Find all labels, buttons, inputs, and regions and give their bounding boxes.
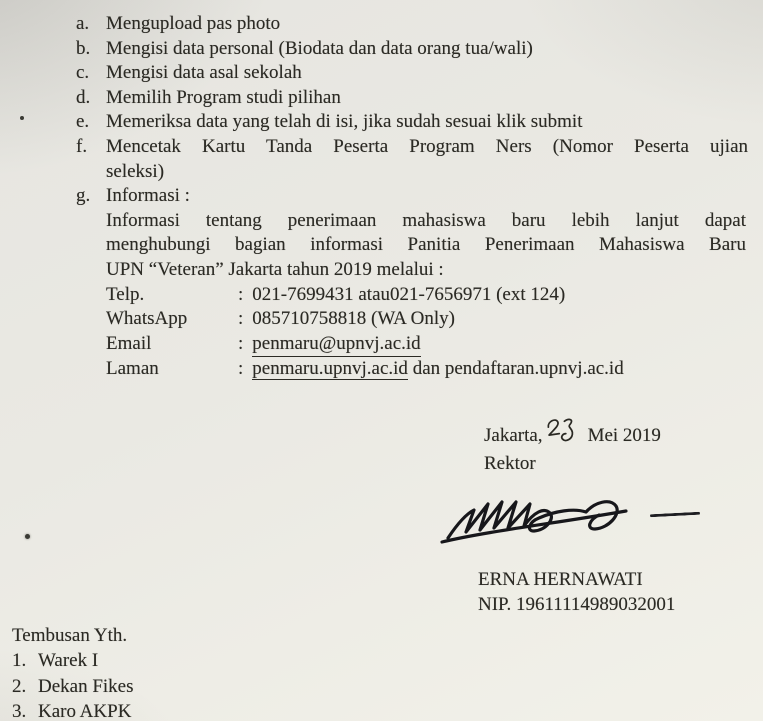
cc-item-text: Dekan Fikes — [38, 675, 134, 697]
list-item-text: Mengisi data personal (Biodata dan data orang tua/wali) — [106, 37, 533, 59]
cc-item-2 — [12, 674, 134, 699]
list-item-f-line1: Mencetak Kartu Tanda Peserta Program Ners (Nomor Peserta ujian — [106, 135, 748, 157]
contact-details — [106, 283, 746, 382]
list-item-letter: b. — [76, 37, 91, 59]
procedure-list — [76, 12, 748, 382]
contact-row-telp — [106, 283, 746, 308]
cc-item-number: 1. — [12, 650, 27, 672]
contact-label: Email — [106, 332, 152, 354]
list-item-letter: f. — [76, 135, 88, 157]
cc-item-1 — [12, 648, 134, 673]
list-item-d — [76, 86, 748, 111]
list-item-letter: a. — [76, 13, 90, 34]
contact-row-laman — [106, 357, 746, 382]
contact-row-email — [106, 332, 746, 358]
info-line-1: Informasi tentang penerimaan mahasiswa baru lebih lanjut dapat — [106, 209, 746, 231]
date-place: Jakarta, — [484, 425, 543, 446]
list-item-letter: e. — [76, 111, 90, 133]
contact-colon: : — [238, 283, 244, 305]
list-item-letter: g. — [76, 185, 91, 207]
contact-row-whatsapp — [106, 307, 746, 332]
contact-colon: : — [238, 332, 244, 354]
contact-value-email: penmaru@upnvj.ac.id — [252, 332, 420, 358]
signer-name: ERNA HERNAWATI — [478, 569, 643, 590]
contact-label: Telp. — [106, 283, 145, 305]
info-paragraph — [106, 209, 746, 283]
list-item-text: Informasi : — [106, 185, 190, 207]
list-item-b — [76, 37, 748, 62]
handwritten-day-scribble — [544, 413, 576, 447]
contact-label: WhatsApp — [106, 308, 188, 330]
cc-item-number: 2. — [12, 675, 27, 697]
list-item-text: Memilih Program studi pilihan — [106, 86, 341, 108]
list-item-e — [76, 110, 748, 135]
scan-artifact-dot — [20, 116, 24, 120]
contact-colon: : — [238, 358, 244, 380]
list-item-text: Mengupload pas photo — [106, 13, 281, 34]
contact-value-website-underlined: penmaru.upnvj.ac.id — [252, 358, 408, 380]
contact-colon: : — [238, 308, 244, 330]
list-item-text: Memeriksa data yang telah di isi, jika sudah sesuai klik submit — [106, 111, 583, 133]
scan-artifact-dot — [25, 534, 30, 539]
cc-heading: Tembusan Yth. — [12, 625, 128, 646]
info-line-2: menghubungi bagian informasi Panitia Penerimaan Mahasiswa Baru — [106, 234, 746, 256]
carbon-copy-block — [12, 623, 134, 725]
contact-value-website — [252, 357, 623, 382]
list-item-text: Mengisi data asal sekolah — [106, 62, 302, 84]
cc-item-text: Warek I — [38, 650, 99, 672]
cc-item-text: Karo AKPK — [38, 701, 132, 723]
list-item-f — [76, 135, 748, 184]
signature-scribble — [438, 484, 670, 556]
contact-value-phone: 021-7699431 atau021-7656971 (ext 124) — [252, 283, 566, 305]
list-item-a — [76, 12, 748, 37]
cc-item-number: 3. — [12, 701, 27, 723]
list-item-letter: d. — [76, 86, 91, 108]
list-item-text — [106, 135, 748, 184]
contact-value-website-rest: dan pendaftaran.upnvj.ac.id — [407, 358, 624, 380]
date-month-year: Mei 2019 — [587, 425, 661, 446]
list-item-letter: c. — [76, 62, 90, 84]
info-line-3: UPN “Veteran” Jakarta tahun 2019 melalui : — [106, 258, 444, 280]
contact-label: Laman — [106, 358, 159, 380]
contact-value-whatsapp: 085710758818 (WA Only) — [252, 308, 455, 330]
signer-title: Rektor — [484, 453, 536, 474]
list-item-g — [76, 184, 748, 209]
date-line — [484, 407, 661, 449]
signer-nip: NIP. 19611114989032001 — [478, 594, 676, 615]
list-item-c — [76, 61, 748, 86]
list-item-f-line2: seleksi) — [106, 160, 165, 182]
handwritten-day — [544, 413, 576, 455]
